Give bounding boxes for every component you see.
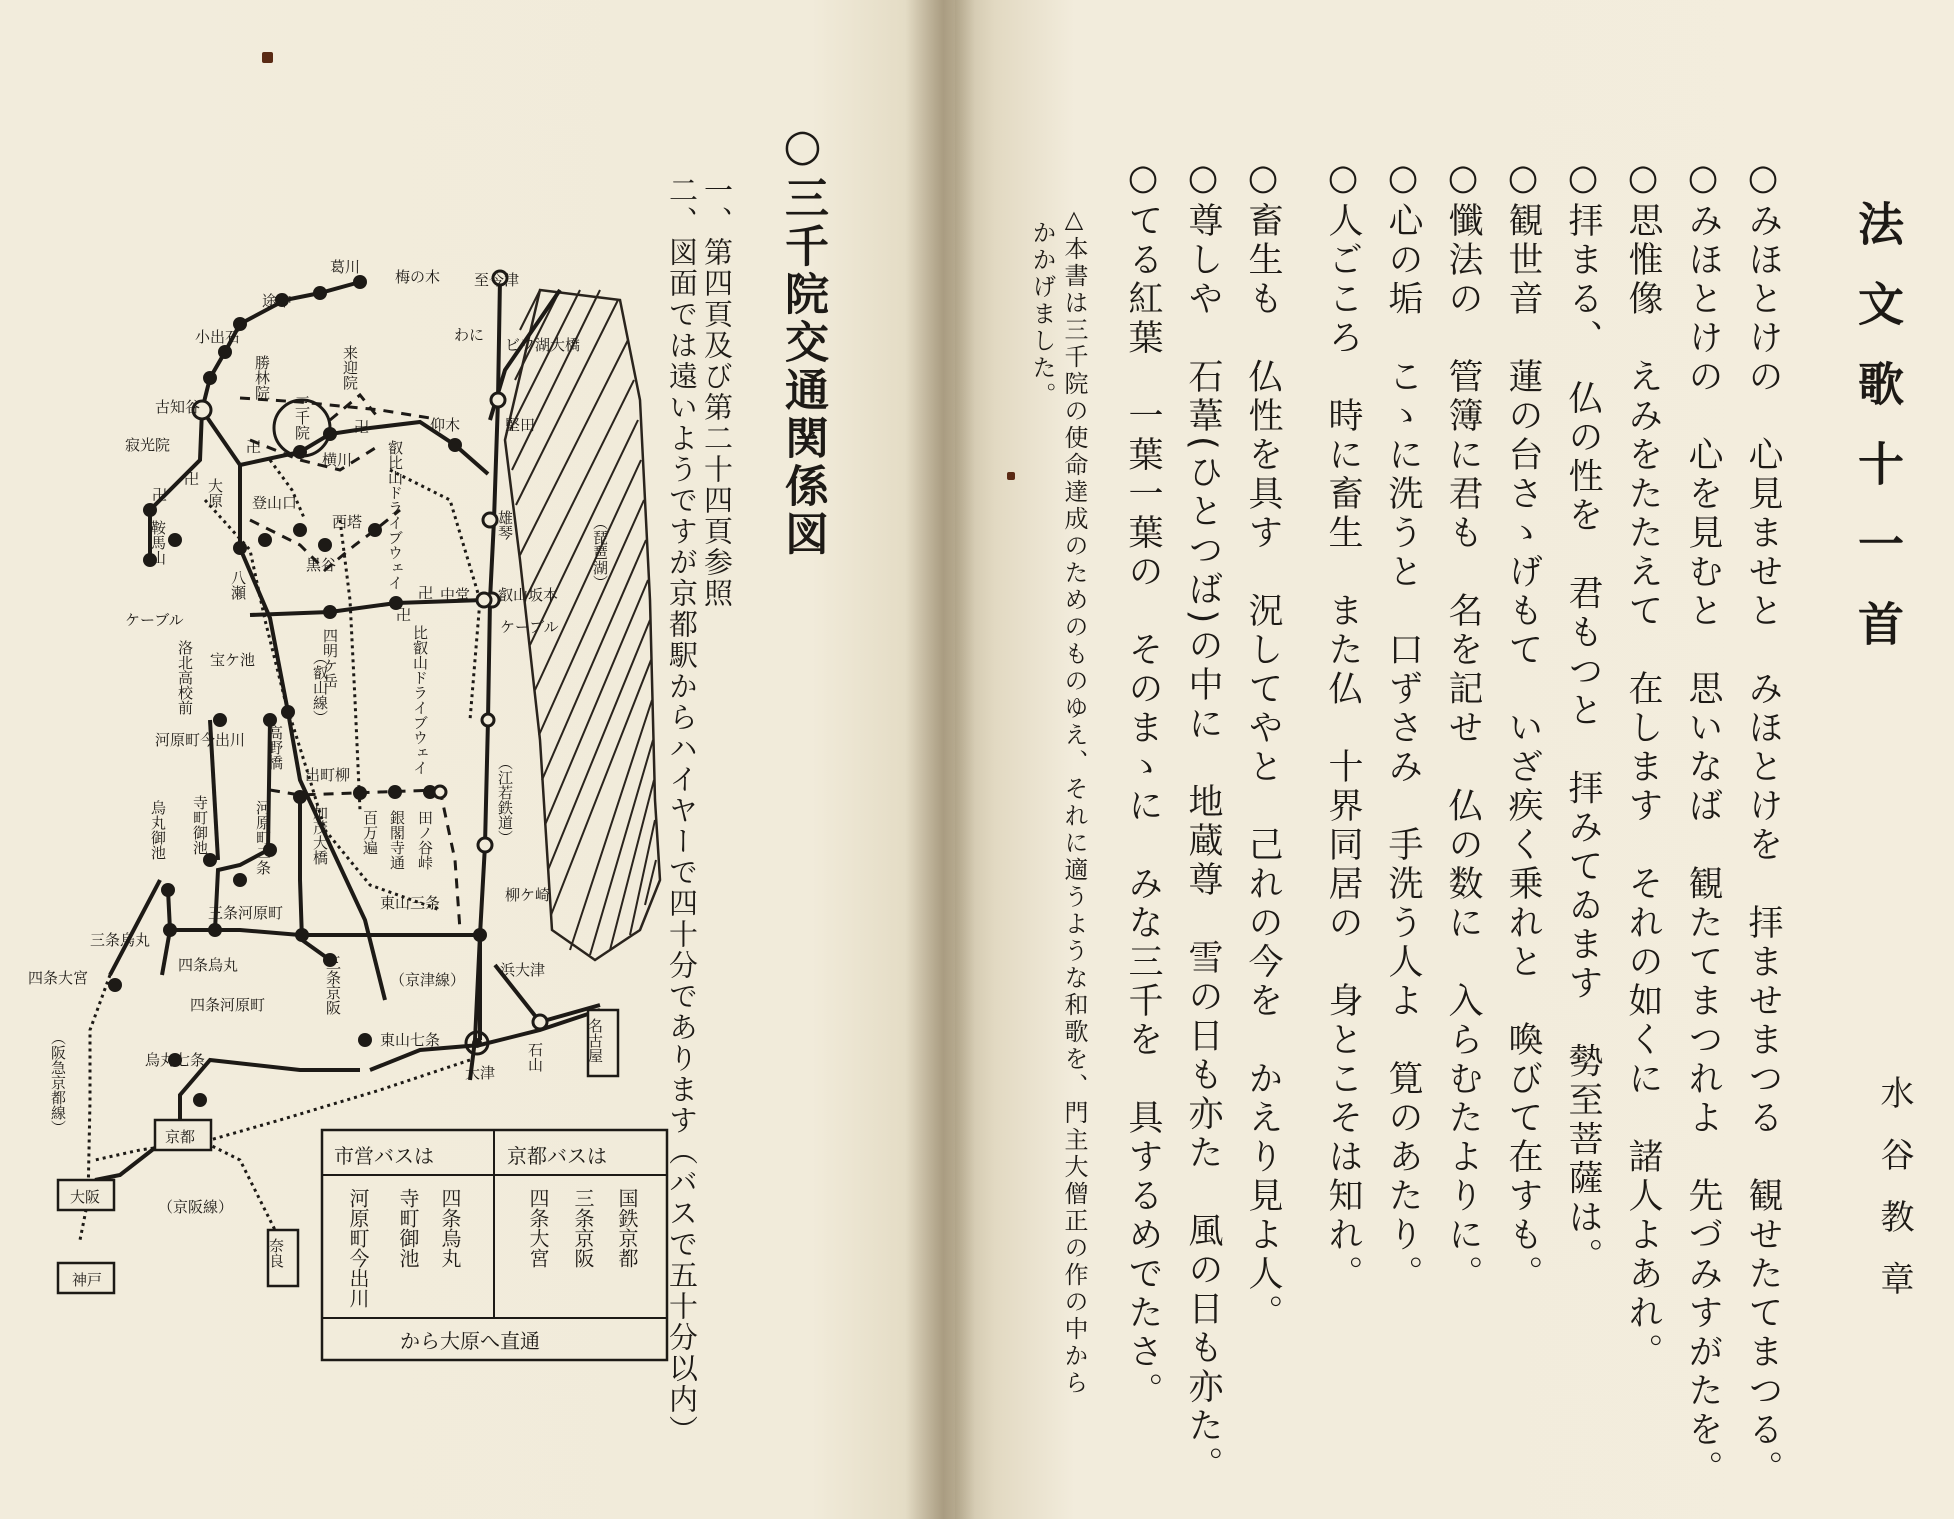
map-label: 中堂	[440, 586, 471, 604]
map-label-sanzenin: 三千院	[293, 395, 311, 440]
map-label: 宝ケ池	[210, 651, 256, 669]
map-label: 神戸	[72, 1271, 103, 1289]
map-label: 三条烏丸	[90, 931, 151, 949]
map-label: 古知谷	[155, 398, 201, 416]
map-label: 来迎院	[341, 345, 359, 390]
map-label: 柳ケ崎	[505, 886, 551, 904]
map-label: 浜大津	[500, 961, 546, 979]
poem-10: ○尊しや 石葦(ひとつば)の中に 地蔵尊 雪の日も亦た 風の日も亦た。	[1183, 158, 1223, 1486]
map-label: 葛川	[330, 258, 361, 276]
map-label: 大阪	[70, 1188, 101, 1206]
map-label: 大津	[465, 1064, 496, 1082]
map-label: （京阪線）	[158, 1198, 234, 1216]
map-label: 四明ケ岳	[321, 628, 339, 688]
map-label: 叡山坂本	[498, 586, 559, 604]
map-label: 寺町御池	[191, 795, 209, 855]
map-label: 黒谷	[306, 556, 337, 574]
kyoto-bus-stop: 三条京阪	[571, 1188, 595, 1268]
map-label: 勝林院	[253, 355, 271, 400]
poem-2: ○みほとけの 心を見むと 思いなば 観たてまつれよ 先づみすがたを。	[1683, 158, 1723, 1489]
map-label: 小出石	[195, 328, 241, 346]
map-label: 河原町今出川	[155, 731, 246, 749]
poem-4: ○拝まる、 仏の性を 君もつと 拝みてゐます 勢至菩薩は。	[1563, 158, 1603, 1277]
map-label: 四条烏丸	[178, 956, 239, 974]
paper-speck	[1007, 472, 1015, 480]
map-label: 鞍馬山	[149, 520, 167, 565]
map-label: 横川	[322, 451, 353, 469]
kyoto-bus-stop: 国鉄京都	[615, 1188, 639, 1268]
bus-info-box	[322, 1130, 667, 1360]
map-label: ビワ湖大橋	[505, 336, 581, 354]
svg-text:卍: 卍	[418, 584, 434, 602]
map-label: 堅田	[505, 416, 536, 434]
poem-11: ○てる紅葉 一葉一葉の そのまゝに みな三千を 具するめでたさ。	[1123, 158, 1163, 1411]
map-label: 奈良	[267, 1238, 285, 1268]
map-label: わに	[454, 326, 485, 344]
map-label: 叡比山ドライブウェイ	[386, 440, 404, 590]
kyoto-bus-stop: 四条大宮	[526, 1188, 550, 1268]
map-label: 西塔	[332, 513, 363, 531]
kyoto-bus-header: 京都バスは	[507, 1144, 607, 1168]
bus-box-footer: から大原へ直通	[400, 1329, 540, 1353]
map-label: 寂光院	[125, 436, 171, 454]
map-label: 三条京阪	[324, 955, 342, 1015]
svg-text:卍: 卍	[152, 486, 168, 504]
footnote-line-1: △本書は三千院の使命達成のためのものゆえ、それに適うような和歌を、門主大僧正の作の中から	[1060, 205, 1088, 1397]
map-label: 登山口	[252, 494, 298, 512]
city-bus-stop: 河原町今出川	[346, 1188, 370, 1308]
map-label: （江若鉄道）	[496, 755, 514, 845]
map-label: 加茂大橋	[311, 805, 329, 865]
author-name: 水谷教章	[1874, 1075, 1914, 1323]
city-bus-header: 市営バスは	[334, 1144, 434, 1168]
map-label: 烏丸七条	[145, 1051, 206, 1069]
city-bus-stop: 寺町御池	[396, 1188, 420, 1268]
note-1: 一、第四頁及び第二十四頁参照	[700, 175, 734, 609]
otsu-station-dot	[472, 1038, 482, 1048]
map-label: 京都	[165, 1128, 196, 1146]
map-label: （琵琶湖）	[591, 515, 609, 590]
map-label: 比叡山ドライブウェイ	[411, 625, 429, 775]
map-label: 高野橋	[266, 725, 284, 770]
map-label: 田ノ谷峠	[416, 810, 434, 870]
map-label: 梅の木	[395, 268, 441, 286]
map-label: 烏丸御池	[149, 800, 167, 860]
map-label: 河原町二条	[254, 800, 272, 875]
map-label: 三条河原町	[208, 904, 284, 922]
map-label: ケーブル	[500, 618, 559, 636]
map-label: （京津線）	[390, 971, 466, 989]
poem-section-title: 法文歌十一首	[1851, 200, 1905, 680]
map-label: 四条河原町	[190, 996, 266, 1014]
svg-text:卍: 卍	[246, 438, 262, 456]
map-label: 東山三条	[380, 894, 441, 912]
map-label: 出町柳	[305, 766, 351, 784]
svg-text:卍: 卍	[354, 418, 370, 436]
map-label: 四条大宮	[28, 969, 89, 987]
map-label: 八瀬	[229, 570, 247, 600]
poem-6: ○懺法の 管簿に君も 名を記せ 仏の数に 入らむたよりに。	[1443, 158, 1483, 1294]
note-2: 二、図面では遠いようですが京都駅からハイヤーで四十分であります（バスで五十分以内）	[665, 175, 699, 1446]
map-label: 名古屋	[586, 1018, 604, 1063]
transit-map	[0, 0, 955, 1519]
map-label: 仰木	[430, 416, 461, 434]
map-title: ○三千院交通関係図	[777, 120, 828, 559]
poem-3: ○思惟像 えみをたたえて 在します それの如くに 諸人よあれ。	[1623, 158, 1663, 1372]
footnote-line-2: かかげました。	[1028, 220, 1056, 409]
map-label: 百万遍	[361, 810, 379, 855]
svg-text:卍: 卍	[184, 470, 200, 488]
poem-8: ○人ごころ 時に畜生 また仏 十界同居の 身とこそは知れ。	[1323, 158, 1363, 1294]
map-label: 至今津	[474, 271, 520, 289]
poem-5: ○観世音 蓮の台さゝげもて いざ疾く乗れと 喚びて在すも。	[1503, 158, 1543, 1294]
map-labels	[28, 258, 609, 1289]
poem-7: ○心の垢 こゝに洗うと 口ずさみ 手洗う人よ 筧のあたり。	[1383, 158, 1423, 1294]
poem-9: ○畜生も 仏性を具す 況してやと 己れの今を かえり見よ人。	[1243, 158, 1283, 1333]
poem-1: ○みほとけの 心見ませと みほとけを 拝ませまつる 観せたてまつる。	[1743, 158, 1783, 1489]
map-label: （阪急京都線）	[49, 1030, 67, 1135]
map-label: 東山七条	[380, 1031, 441, 1049]
map-label: 石山	[526, 1042, 544, 1072]
city-bus-stop: 四条烏丸	[438, 1188, 462, 1268]
map-label: 銀閣寺通	[388, 810, 406, 870]
map-label: 途中	[262, 292, 293, 310]
map-label: 雄琴	[496, 510, 514, 540]
map-label: （叡山線）	[311, 650, 329, 725]
map-label: ケーブル	[125, 611, 184, 629]
map-label: 大原	[206, 478, 224, 508]
svg-text:卍: 卍	[396, 606, 412, 624]
map-label: 洛北高校前	[176, 640, 194, 715]
